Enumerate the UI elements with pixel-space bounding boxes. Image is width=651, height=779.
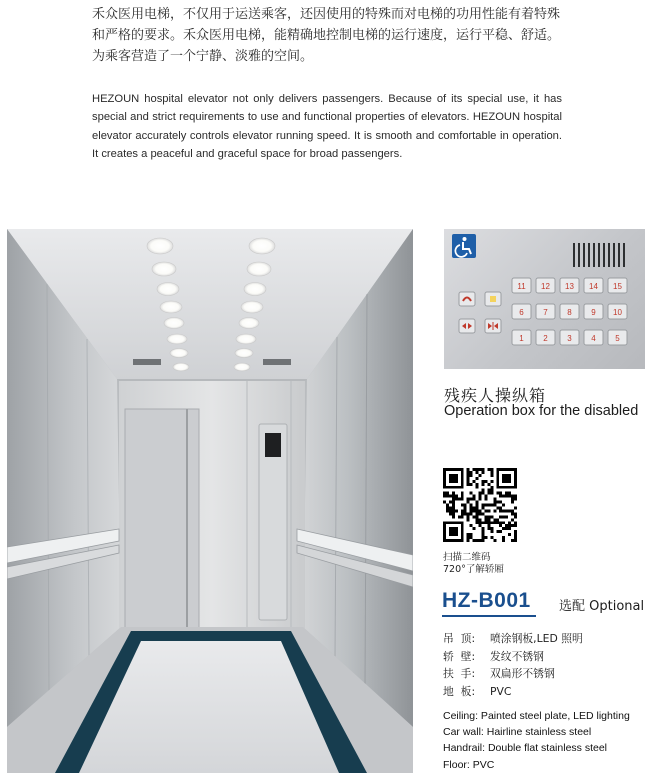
floor-button-label: 1: [519, 334, 524, 343]
spec-key: 吊 顶:: [443, 632, 476, 645]
model-underline: [442, 615, 536, 617]
spec-line: Car wall: Hairline stainless steel: [443, 726, 592, 739]
floor-button: [512, 278, 531, 293]
operation-box-title-en: Operation box for the disabled: [444, 403, 639, 419]
speaker-grille: [573, 243, 625, 267]
floor-button-label: 9: [591, 308, 596, 317]
floor-button: [536, 304, 555, 319]
door-open-icon: [459, 319, 475, 333]
floor-button: [536, 278, 555, 293]
floor-button-label: 4: [591, 334, 596, 343]
optional-label: 选配 Optional: [559, 599, 645, 614]
spec-row: [443, 683, 583, 701]
elevator-cabin-photo: [7, 229, 413, 773]
floor-button: [536, 330, 555, 345]
spec-key: 轿 壁:: [443, 649, 476, 663]
spec-row: [443, 665, 583, 683]
floor-button: [560, 330, 579, 345]
floor-button-label: 5: [615, 334, 620, 343]
spec-line: Ceiling: Painted steel plate, LED lighting: [443, 710, 630, 722]
floor-button-label: 2: [543, 334, 548, 343]
spec-line: Handrail: Double flat stainless steel: [443, 742, 608, 755]
operation-panel-photo: [444, 229, 645, 369]
spec-row: [443, 648, 583, 666]
floor-button: [584, 304, 603, 319]
model-code: HZ-B001: [442, 589, 531, 612]
floor-button-label: 7: [543, 308, 548, 317]
floor-button-label: 3: [567, 334, 572, 343]
floor-button-label: 13: [565, 282, 574, 291]
spec-row: [443, 630, 583, 648]
spec-value: 发纹不锈钢: [490, 649, 544, 663]
floor-button: [512, 304, 531, 319]
spec-value: 喷涂钢板,LED 照明: [490, 632, 583, 645]
spec-line: Floor: PVC: [443, 758, 495, 771]
spec-key: 地 板:: [443, 685, 476, 699]
door-close-icon: [485, 319, 501, 333]
floor-button: [608, 330, 627, 345]
floor-button: [512, 330, 531, 345]
phone-icon: [485, 292, 501, 306]
floor-button-label: 8: [567, 308, 572, 317]
floor-button-label: 15: [613, 282, 622, 291]
intro-english: HEZOUN hospital elevator not only delivers passengers. Because of its special use, it has special and strict requirements to use and functional properties of elevators. HEZOUN hospital elevator accurately controls elevator running speed. It is smooth and comfortable in operation. It creates a peaceful and graceful space for broad passengers.: [92, 93, 562, 161]
floor-button-label: 10: [613, 308, 622, 317]
floor-button: [584, 330, 603, 345]
wheelchair-icon: [452, 234, 476, 258]
floor-button-label: 12: [541, 282, 550, 291]
alarm-bell-icon: [459, 292, 475, 306]
spec-value: 双扁形不锈钢: [490, 667, 555, 681]
operation-box-title-cn: 残疾人操纵箱: [444, 386, 547, 405]
spec-key: 扶 手:: [443, 667, 476, 681]
floor-button: [584, 278, 603, 293]
floor-button-label: 11: [517, 282, 526, 291]
floor-button: [560, 278, 579, 293]
qr-caption-line1: 扫描二维码: [443, 552, 491, 563]
qr-caption-line2: 720°了解轿厢: [443, 564, 504, 575]
floor-button-label: 14: [589, 282, 598, 291]
floor-button: [560, 304, 579, 319]
specs-chinese: [443, 630, 583, 701]
intro-chinese: 禾众医用电梯，不仅用于运送乘客，还因使用的特殊而对电梯的功用性能有着特殊和严格的要求。禾众医用电梯，能精确地控制电梯的运行速度，运行平稳、舒适。为乘客营造了一个宁静、淡雅的空间。: [92, 7, 561, 64]
specs-english: [443, 708, 630, 773]
floor-button: [608, 304, 627, 319]
floor-button: [608, 278, 627, 293]
floor-button-label: 6: [519, 308, 524, 317]
spec-value: PVC: [490, 685, 512, 699]
qr-code[interactable]: [443, 468, 517, 542]
